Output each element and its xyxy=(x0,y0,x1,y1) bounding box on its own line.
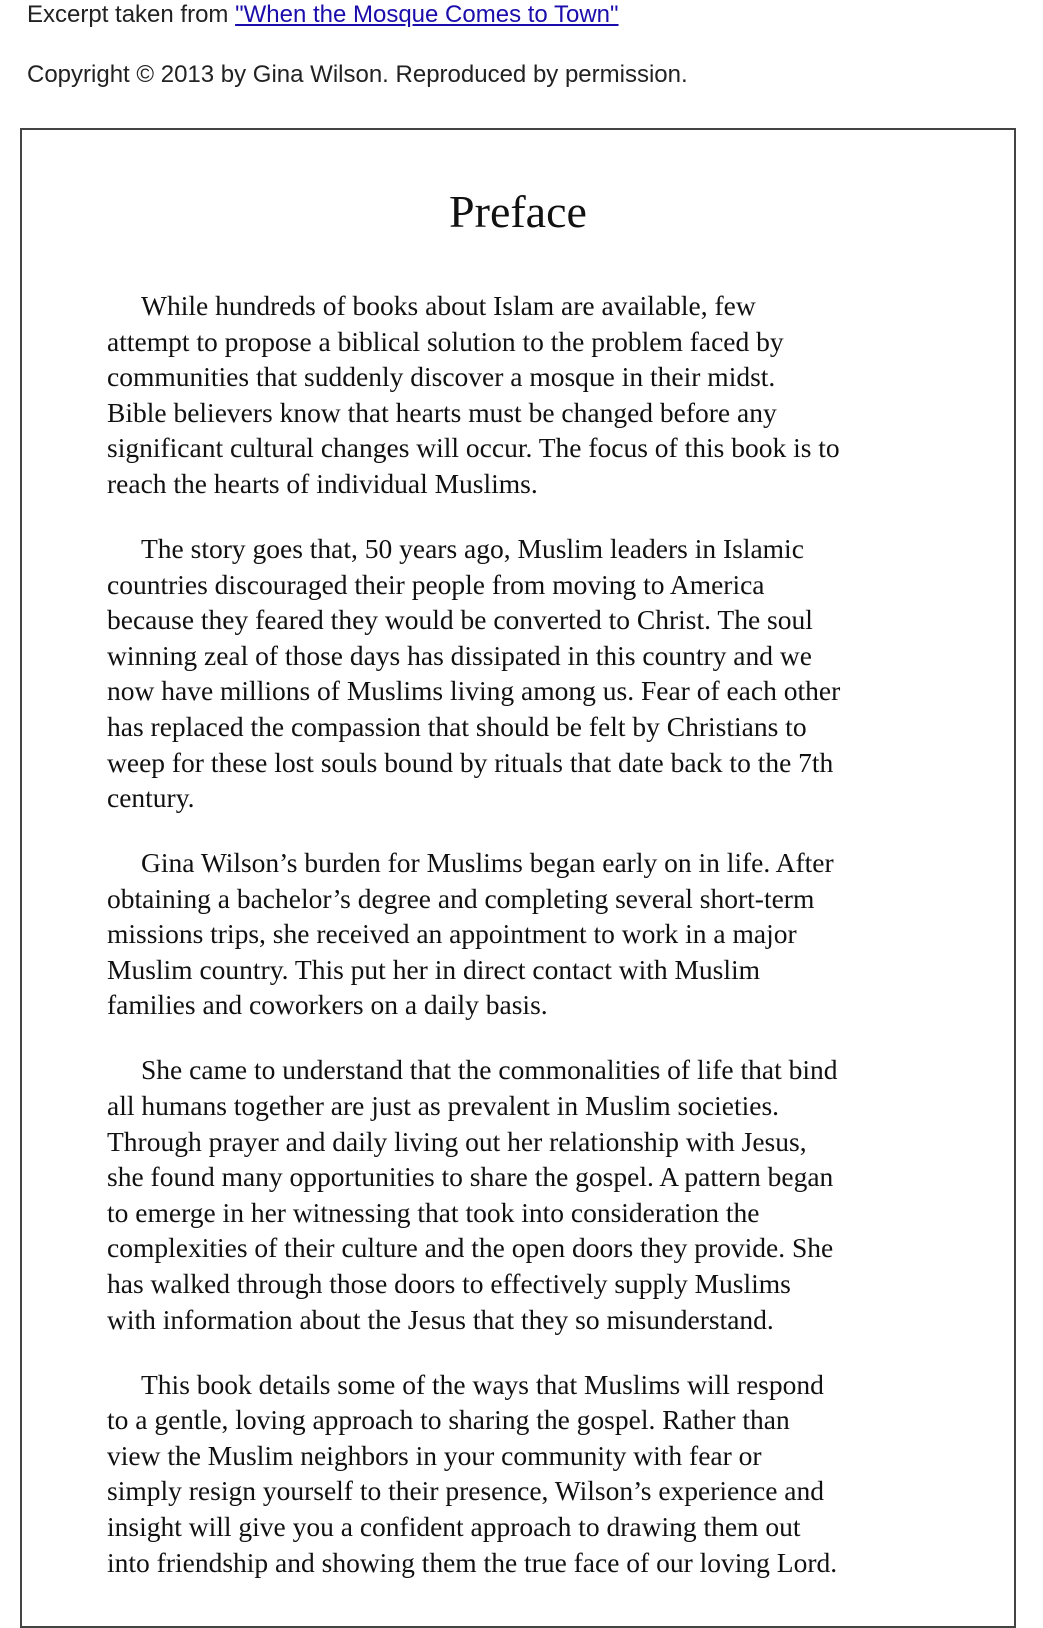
paragraph-line: reach the hearts of individual Muslims. xyxy=(107,467,538,499)
excerpt-source-line xyxy=(27,0,619,30)
paragraph-line: She came to understand that the commonalities of life that bind xyxy=(141,1054,838,1086)
paragraph-line: has walked through those doors to effectively supply Muslims xyxy=(107,1268,791,1300)
paragraph-line: weep for these lost souls bound by rituals that date back to the 7th xyxy=(107,746,834,778)
paragraph-line: has replaced the compassion that should be felt by Christians to xyxy=(107,710,807,742)
paragraph-line: Bible believers know that hearts must be changed before any xyxy=(107,396,777,428)
paragraph-line: into friendship and showing them the true face of our loving Lord. xyxy=(107,1546,838,1578)
preface-title: Preface xyxy=(449,186,587,237)
copyright-notice: Copyright © 2013 by Gina Wilson. Reproduced by permission. xyxy=(27,61,688,88)
paragraph-1 xyxy=(107,288,947,502)
paragraph-5 xyxy=(107,1367,947,1581)
paragraph-line: attempt to propose a biblical solution to the problem faced by xyxy=(107,325,784,357)
paragraph-line: to emerge in her witnessing that took into consideration the xyxy=(107,1196,760,1228)
paragraph-line: with information about the Jesus that they so misunderstand. xyxy=(107,1303,774,1335)
paragraph-line: families and coworkers on a daily basis. xyxy=(107,989,548,1021)
paragraph-line: simply resign yourself to their presence, Wilson’s experience and xyxy=(107,1475,825,1507)
paragraph-line: insight will give you a confident approach to drawing them out xyxy=(107,1510,801,1542)
paragraph-4 xyxy=(107,1052,947,1337)
paragraph-line: The story goes that, 50 years ago, Muslim leaders in Islamic xyxy=(141,532,804,564)
paragraph-line: countries discouraged their people from moving to America xyxy=(107,568,765,600)
paragraph-line: to a gentle, loving approach to sharing the gospel. Rather than xyxy=(107,1404,790,1436)
paragraph-line: all humans together are just as prevalent in Muslim societies. xyxy=(107,1090,780,1122)
excerpt-prefix-text: Excerpt taken from xyxy=(27,1,236,28)
paragraph-line: because they feared they would be converted to Christ. The soul xyxy=(107,604,813,636)
book-title-link[interactable]: "When the Mosque Comes to Town" xyxy=(235,1,619,28)
paragraph-line: significant cultural changes will occur. The focus of this book is to xyxy=(107,432,840,464)
paragraph-3 xyxy=(107,845,947,1023)
paragraph-line: now have millions of Muslims living among us. Fear of each other xyxy=(107,675,841,707)
paragraph-line: winning zeal of those days has dissipated in this country and we xyxy=(107,639,812,671)
paragraph-line: she found many opportunities to share the gospel. A pattern began xyxy=(107,1161,834,1193)
paragraph-line: complexities of their culture and the open doors they provide. She xyxy=(107,1232,834,1264)
paragraph-line: communities that suddenly discover a mosque in their midst. xyxy=(107,361,776,393)
paragraph-line: missions trips, she received an appointment to work in a major xyxy=(107,918,797,950)
paragraph-line: view the Muslim neighbors in your community with fear or xyxy=(107,1439,762,1471)
paragraph-line: This book details some of the ways that Muslims will respond xyxy=(141,1368,824,1400)
excerpt-box xyxy=(20,128,1016,1628)
paragraph-line: Through prayer and daily living out her relationship with Jesus, xyxy=(107,1125,807,1157)
paragraph-line: century. xyxy=(107,782,195,814)
paragraph-line: Muslim country. This put her in direct contact with Muslim xyxy=(107,953,761,985)
paragraph-line: obtaining a bachelor’s degree and completing several short-term xyxy=(107,882,815,914)
paragraph-line: Gina Wilson’s burden for Muslims began early on in life. After xyxy=(141,847,834,879)
paragraph-line: While hundreds of books about Islam are available, few xyxy=(141,290,756,321)
preface-body xyxy=(107,288,947,1610)
paragraph-2 xyxy=(107,531,947,816)
